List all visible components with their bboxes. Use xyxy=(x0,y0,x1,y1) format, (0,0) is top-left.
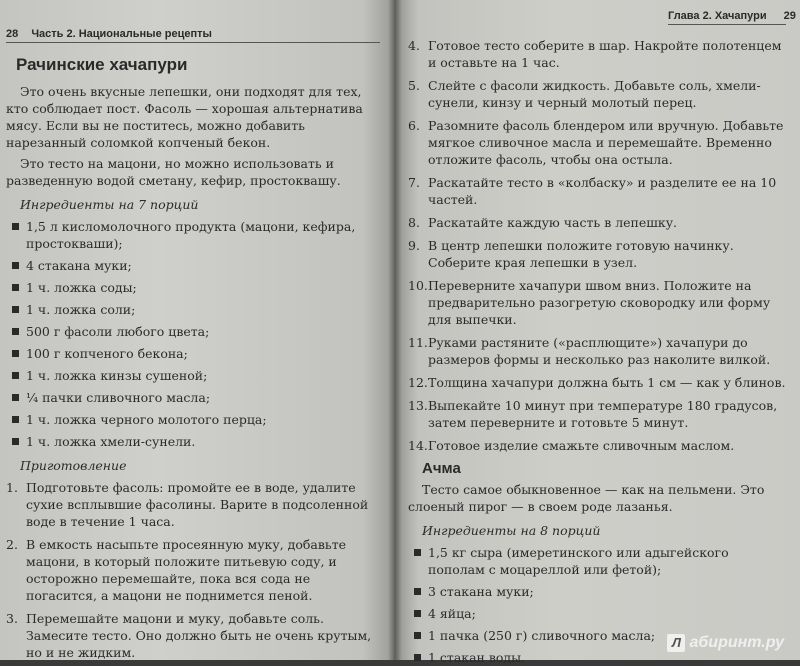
step-number: 14. xyxy=(408,438,428,453)
running-head-text-left: Часть 2. Национальные рецепты xyxy=(31,28,212,40)
achma-ingredients-heading: Ингредиенты на 8 порций xyxy=(422,523,601,538)
list-item: ¼ пачки сливочного масла; xyxy=(10,389,380,406)
list-item: 1,5 кг сыра (имеретинского или адыгейского пополам с моцареллой или фетой); xyxy=(412,544,786,578)
section-title-achma: Ачма xyxy=(422,460,461,477)
step-item xyxy=(408,237,786,271)
step-item xyxy=(408,277,786,328)
list-item: 1,5 л кисломолочного продукта (мацони, кефира, простокваши); xyxy=(10,218,380,252)
step-item xyxy=(408,334,786,368)
book-gutter xyxy=(388,0,402,660)
list-item: 1 ч. ложка хмели-сунели. xyxy=(10,433,380,450)
step-text: Готовое тесто соберите в шар. Накройте полотенцем и оставьте на 1 час. xyxy=(428,38,782,70)
step-number: 3. xyxy=(6,611,18,626)
recipe-title: Рачинские хачапури xyxy=(16,55,188,74)
step-number: 5. xyxy=(408,78,420,93)
watermark-text: абиринт.ру xyxy=(689,634,784,651)
page-number-left: 28 xyxy=(6,28,19,40)
step-item xyxy=(6,610,380,661)
list-item: 1 стакан воды. xyxy=(412,649,786,666)
list-item: 1 ч. ложка черного молотого перца; xyxy=(10,411,380,428)
step-text: Перемешайте мацони и муку, добавьте соль. Замесите тесто. Оно должно быть не очень крутым, но и не жидким. xyxy=(26,611,372,660)
right-page xyxy=(394,0,800,665)
list-item: 4 стакана муки; xyxy=(10,257,380,274)
step-text: Готовое изделие смажьте сливочным маслом. xyxy=(428,438,735,453)
running-head-left xyxy=(6,28,380,43)
step-item xyxy=(408,374,786,391)
step-number: 11. xyxy=(408,335,428,350)
step-item xyxy=(6,536,380,604)
step-number: 6. xyxy=(408,118,420,133)
running-head-right xyxy=(668,10,796,25)
achma-intro: Тесто самое обыкновенное — как на пельмени. Это слоеный пирог — в своем роде лазанья. xyxy=(408,482,765,514)
list-item: 500 г фасоли любого цвета; xyxy=(10,323,380,340)
page-number-right: 29 xyxy=(783,10,796,22)
step-text: Раскатайте тесто в «колбаску» и разделите ее на 10 частей. xyxy=(428,175,777,207)
step-item xyxy=(408,37,786,71)
list-item: 3 стакана муки; xyxy=(412,583,786,600)
running-head-text-right: Глава 2. Хачапури xyxy=(668,10,767,22)
step-number: 8. xyxy=(408,215,420,230)
step-item xyxy=(408,437,786,454)
step-item xyxy=(408,117,786,168)
intro-paragraph-1: Это очень вкусные лепешки, они подходят для тех, кто соблюдает пост. Фасоль — хорошая альтернатива мясу. Если вы не поститесь, можно добавить нарезанный соломкой копченый бекон. xyxy=(6,84,363,150)
step-item xyxy=(408,174,786,208)
step-text: Подготовьте фасоль: промойте ее в воде, удалите сухие всплывшие фасолины. Варите в подсоленной воде в течение 1 часа. xyxy=(26,480,369,529)
step-text: Раскатайте каждую часть в лепешку. xyxy=(428,215,678,230)
step-number: 9. xyxy=(408,238,420,253)
step-text: Переверните хачапури швом вниз. Положите на предварительно разогретую сковородку или форму для выпечки. xyxy=(428,278,771,327)
steps-list-left xyxy=(6,479,380,661)
preparation-heading: Приготовление xyxy=(20,458,127,473)
left-page xyxy=(0,0,394,660)
list-item: 4 яйца; xyxy=(412,605,786,622)
labirint-logo-icon: Л xyxy=(667,634,685,652)
step-number: 4. xyxy=(408,38,420,53)
step-number: 10. xyxy=(408,278,428,293)
step-item xyxy=(6,479,380,530)
list-item: 100 г копченого бекона; xyxy=(10,345,380,362)
step-text: Выпекайте 10 минут при температуре 180 градусов, затем переверните и готовьте 5 минут. xyxy=(428,398,778,430)
step-text: Слейте с фасоли жидкость. Добавьте соль, хмели-сунели, кинзу и черный молотый перец. xyxy=(428,78,761,110)
step-item xyxy=(408,397,786,431)
intro-paragraph-2: Это тесто на мацони, но можно использовать и разведенную водой сметану, кефир, простоквашу. xyxy=(6,156,341,188)
step-item xyxy=(408,77,786,111)
ingredients-list xyxy=(6,218,380,450)
list-item: 1 пачка (250 г) сливочного масла; xyxy=(412,627,786,644)
step-text: Руками растяните («расплющите») хачапури до размеров формы и несколько раз наколите вилкой. xyxy=(428,335,771,367)
list-item: 1 ч. ложка кинзы сушеной; xyxy=(10,367,380,384)
step-text: В центр лепешки положите готовую начинку. Соберите края лепешки в узел. xyxy=(428,238,734,270)
step-text: Разомните фасоль блендером или вручную. Добавьте мягкое сливочное масла и перемешайте. Временно отложите фасоль, чтобы она остыла. xyxy=(428,118,784,167)
ingredients-heading: Ингредиенты на 7 порций xyxy=(20,197,199,212)
step-text: В емкость насыпьте просеянную муку, добавьте мацони, в который положите питьевую соду, и осторожно перемешайте, пока вся сода не погасится, а мацони не поднимется пеной. xyxy=(26,537,347,603)
step-number: 1. xyxy=(6,480,18,495)
steps-list-right xyxy=(408,37,786,454)
step-number: 12. xyxy=(408,375,428,390)
step-number: 7. xyxy=(408,175,420,190)
step-text: Толщина хачапури должна быть 1 см — как у блинов. xyxy=(428,375,786,390)
step-number: 2. xyxy=(6,537,18,552)
step-number: 13. xyxy=(408,398,428,413)
list-item: 1 ч. ложка соли; xyxy=(10,301,380,318)
step-item xyxy=(408,214,786,231)
list-item: 1 ч. ложка соды; xyxy=(10,279,380,296)
watermark xyxy=(667,634,784,652)
